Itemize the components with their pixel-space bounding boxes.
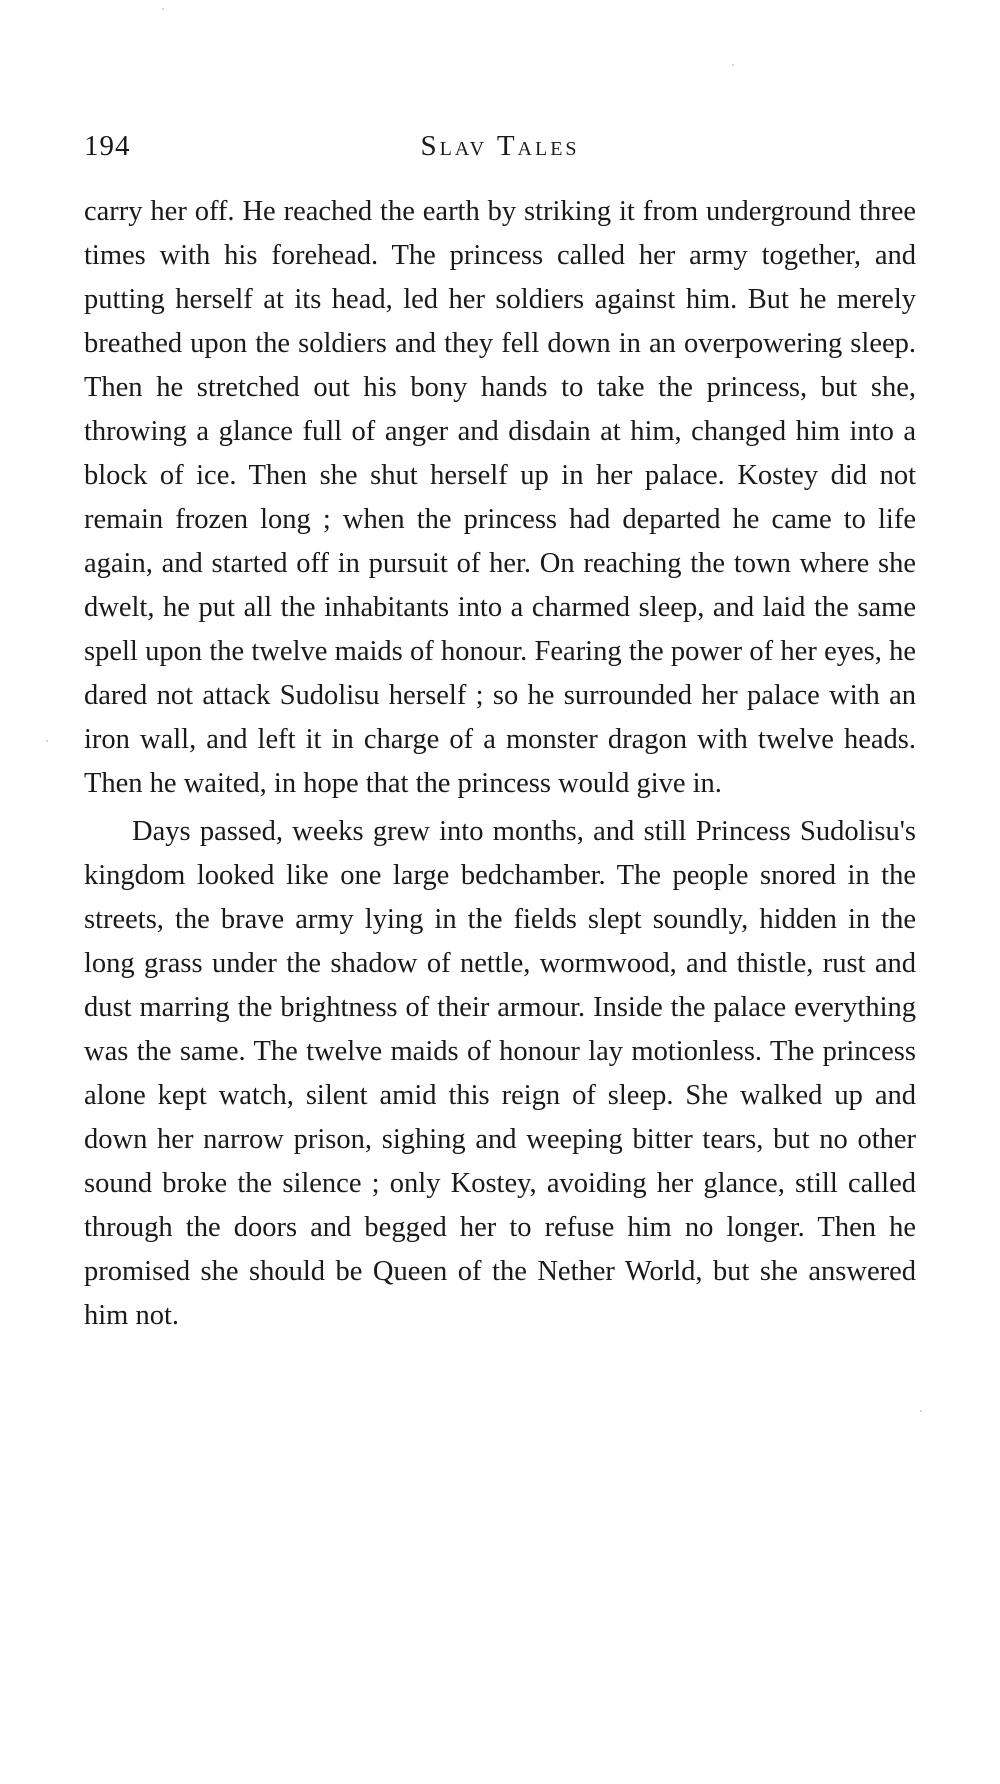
paragraph: Days passed, weeks grew into months, and still Princess Sudolisu's kingdom looked like one large bedchamber. The people snored in the streets, the brave army lying in the fields slept soundly, hidden in the long grass under the shadow of nettle, wormwood, and thistle, rust and dust marring the brightness of their armour. Inside the palace everything was the same. The twelve maids of honour lay motionless. The princess alone kept watch, silent amid this reign of sleep. She walked up and down her narrow prison, sighing and weeping bitter tears, but no other sound broke the silence ; only Kostey, avoiding her glance, still called through the doors and begged her to refuse him no longer. Then he promised she should be Queen of the Nether World, but she answered him not. — [84, 816, 916, 1331]
paper-speck — [732, 64, 734, 66]
paragraph: carry her off. He reached the earth by striking it from underground three times with his forehead. The princess called her army together, and putting herself at its head, led her soldiers against him. But he merely breathed upon the soldiers and they fell down in an overpowering sleep. Then he stretched out his bony hands to take the princess, but she, throwing a glance full of anger and disdain at him, changed him into a block of ice. Then she shut herself up in her palace. Kostey did not remain frozen long ; when the princess had departed he came to life again, and started off in pursuit of her. On reaching the town where she dwelt, he put all the inhabitants into a charmed sleep, and laid the same spell upon the twelve maids of honour. Fearing the power of her eyes, he dared not attack Sudolisu herself ; so he surrounded her palace with an iron wall, and left it in charge of a monster dragon with twelve heads. Then he waited, in hope that the princess would give in. — [84, 196, 916, 799]
page-number: 194 — [84, 130, 131, 162]
paper-speck — [920, 1410, 922, 1412]
body-text — [84, 190, 916, 1338]
paper-speck — [46, 740, 48, 742]
running-head — [84, 130, 916, 170]
paper-speck — [162, 8, 164, 10]
running-title: Slav Tales — [420, 130, 580, 162]
